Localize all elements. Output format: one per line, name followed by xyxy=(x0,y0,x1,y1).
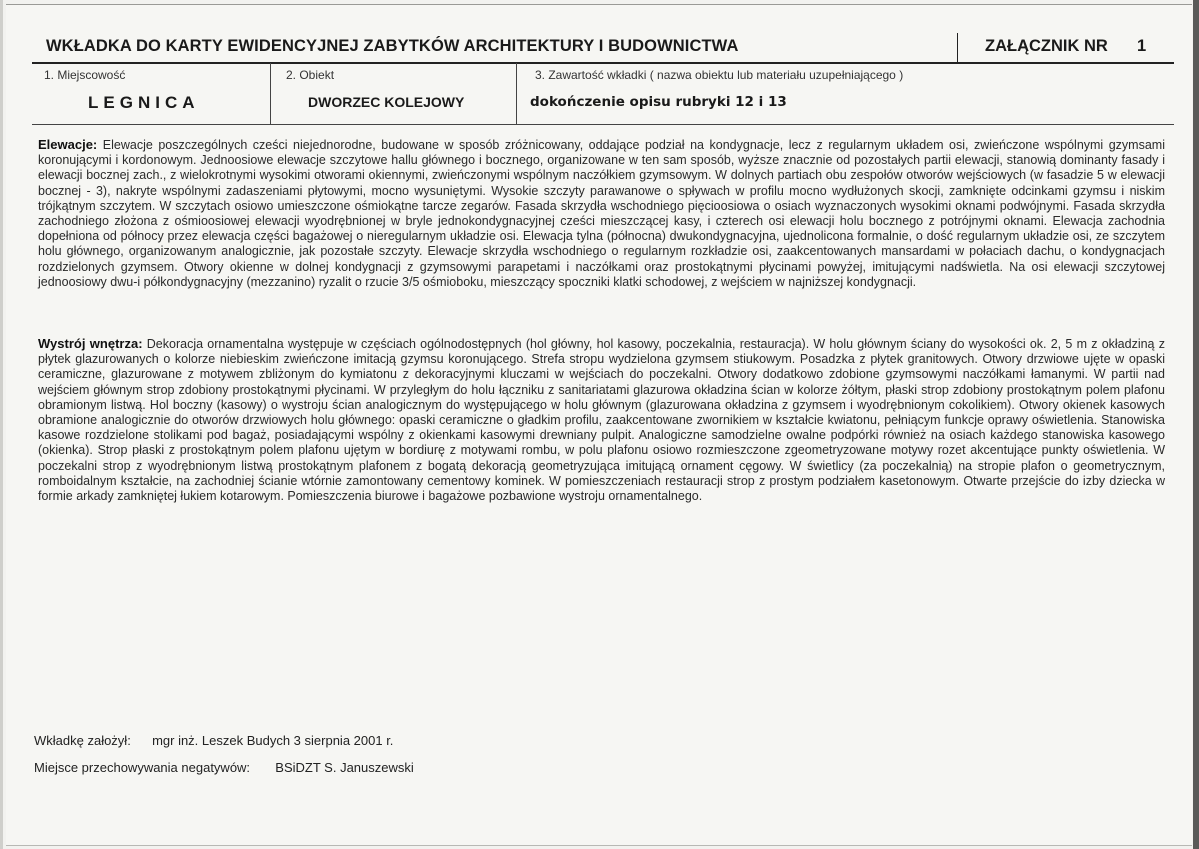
object-value: DWORZEC KOLEJOWY xyxy=(308,94,465,110)
header-rule xyxy=(32,62,1174,64)
elevations-text: Elewacje poszczególnych cześci niejednorodne, budowane w sposób zróżnicowany, oddające podział na kondygnacje, lecz z regularnym układem osi, zwieńczone wspólnymi gzymsami koronującymi i kordonowym. Jednoosiowe elewacje szczytowe hallu głównego i bocznego, organizowane w ten sam sposób, wyższe znacznie od pozostałych partii elewacji, stanowią dominanty fasady i elewacji bocznej zach., z wielokrotnymi wysokimi otworami okiennymi, zwieńczonymi wspólnym naczółkiem gzymsowym. W dolnych partiach obu zespołów otworów wejściowych (w fasadzie 5 w elewacji bocznej - 3), nakryte wspólnymi zadaszeniami płytowymi, mocno wysuniętymi. Wysokie szczyty parawanowe o spływach w profilu mocno wydłużonych skocji, zamknięte odcinkami gzymsu i niskim trójkątnym szczytem. W szczytach osiowo umieszczone ośmiokątne tarcze zegarów. Fasada skrzydła wschodniego pięcioosiowa o osiach wyznaczonych wysokimi oknami podwójnymi. Fasada skrzydła zachodniego złożona z ośmioosiowej elewacji wyodrębnionej w bryle jednokondygnacyjnej cześci mieszczącej kasy, i czterech osi elewacji holu bocznego z potrójnymi oknami. Elewacja zachodnia dopełniona od północy przez elewacja części bagażowej o nieregularnym układzie osi. Elewacja tylna (północna) dwukondygnacyjna, ujednolicona formalnie, o dość regularnym układzie osi, ze szczytem holu głównego, organizowanym analogicznie, jak pozostałe szczyty. Elewacje skrzydła wschodniego o regularnym rozkładzie osi, zaakcentowanych mansardami w połaciach dachu, o kondygnacjach rozdzielonych gzymsem. Otwory okienne w dolnej kondygnacji z gzymsowymi parapetami i naczółkami oraz prostokątnymi płycinami powyżej, imitującymi nadświetla. Na osi elewacji szczytowej jednoosiowy dwu-i półkondygnacyjny (mezzanino) ryzalit o rzucie 3/5 ośmioboku, mieszczący spoczniki klatki schodowej, z wejściem w najniższej kondygnacji. xyxy=(38,138,1165,289)
document-title: WKŁADKA DO KARTY EWIDENCYJNEJ ZABYTKÓW ARCHITEKTURY I BUDOWNICTWA xyxy=(46,37,739,55)
content-label: 3. Zawartość wkładki ( nazwa obiektu lub materiału uzupełniającego ) xyxy=(535,68,904,82)
content-value: dokończenie opisu rubryki 12 i 13 xyxy=(530,94,787,110)
fields-rule xyxy=(32,124,1174,125)
author-line xyxy=(34,733,393,748)
elevations-section xyxy=(38,137,1165,290)
negatives-line xyxy=(34,760,414,775)
scan-edge-right xyxy=(1193,0,1199,849)
attachment-label: ZAŁĄCZNIK NR xyxy=(985,37,1108,55)
town-value: LEGNICA xyxy=(88,93,200,112)
author-value: mgr inż. Leszek Budych 3 sierpnia 2001 r. xyxy=(152,733,394,748)
elevations-heading: Elewacje: xyxy=(38,137,98,152)
interior-section xyxy=(38,336,1165,504)
attachment-number: 1 xyxy=(1137,37,1147,55)
object-label: 2. Obiekt xyxy=(286,68,335,82)
scan-edge-left xyxy=(0,0,3,849)
negatives-label: Miejsce przechowywania negatywów: xyxy=(34,760,251,775)
interior-text: Dekoracja ornamentalna występuje w częściach ogólnodostępnych (hol główny, hol kasowy, poczekalnia, restauracja). W holu głównym ściany do wysokości ok. 2, 5 m z okładziną z płytek glazurowanych o kolorze niebieskim zwieńczone imitacją gzymsu koronującego. Strefa stropu wydzielona gzymsem stiukowym. Posadzka z płytek granitowych. Otwory drzwiowe ujęte w opaski ceramiczne, glazurowane z motywem zbliżonym do kymiatonu z dekoracyjnymi kluczami w wejściach do poczekalni. Otwory dodatkowo zdobione gzymsowymi naczółkami łamanymi. W partii nad wejściem głównym strop zdobiony prostokątnymi płycinami. W przyległym do holu łączniku z sanitariatami glazurowa okładzina ścian w kolorze żółtym, płaski strop zdobiony prostokątnym polem plafonu obramionym listwą. Hol boczny (kasowy) o wystroju ścian analogicznym do występującego w holu głównym (glazurowana okładzina z gzymsem i wyodrębnionym cokolikiem). Otwory okienek kasowych obramione analogicznie do otworów drzwiowych holu głównego: opaski ceramiczne o gładkim profilu, zaakcentowane zwornikiem w kształcie kwiatonu, pełniącym funkcje oprawy oświetlenia. Stanowiska kasowe rozdzielone stolikami pod bagaż, posiadającymi wspólny z okienkami kasowymi drewniany pulpit. Analogiczne samodzielne owalne podpórki również na osiach każdego stanowiska kasowego (okienka). Strop płaski z prostokątnym polem plafonu ujętym w bordiurę z motywami rombu, w polu plafonu osiowo rozmieszczone zgeometryzowane motywy rozet akcentujące punkty oświetlenia. W poczekalni strop z wyodrębnionym listwą prostokątnym plafonem z bogatą dekoracją geometryzująca imitującą ornament cęgowy. W świetlicy (za poczekalnią) na stropie plafon o geometrycznym, romboidalnym kształcie, na zachodniej ścianie wtórnie zamontowany cementowy kominek. W pomieszczeniach restauracji strop z prostym podziałem kasetonowym. Otwarte przejście do izby dziecka w formie arkady zamkniętej łukiem kotarowym. Pomieszczenia biurowe i bagażowe pozbawione wystroju ornamentalnego. xyxy=(38,337,1165,504)
author-label: Wkładkę założył: xyxy=(34,733,131,748)
field-divider xyxy=(516,63,517,125)
town-label: 1. Miejscowość xyxy=(44,68,126,82)
header-divider xyxy=(957,33,958,63)
interior-heading: Wystrój wnętrza: xyxy=(38,336,143,351)
field-divider xyxy=(270,63,271,125)
negatives-value: BSiDZT S. Januszewski xyxy=(275,760,414,775)
